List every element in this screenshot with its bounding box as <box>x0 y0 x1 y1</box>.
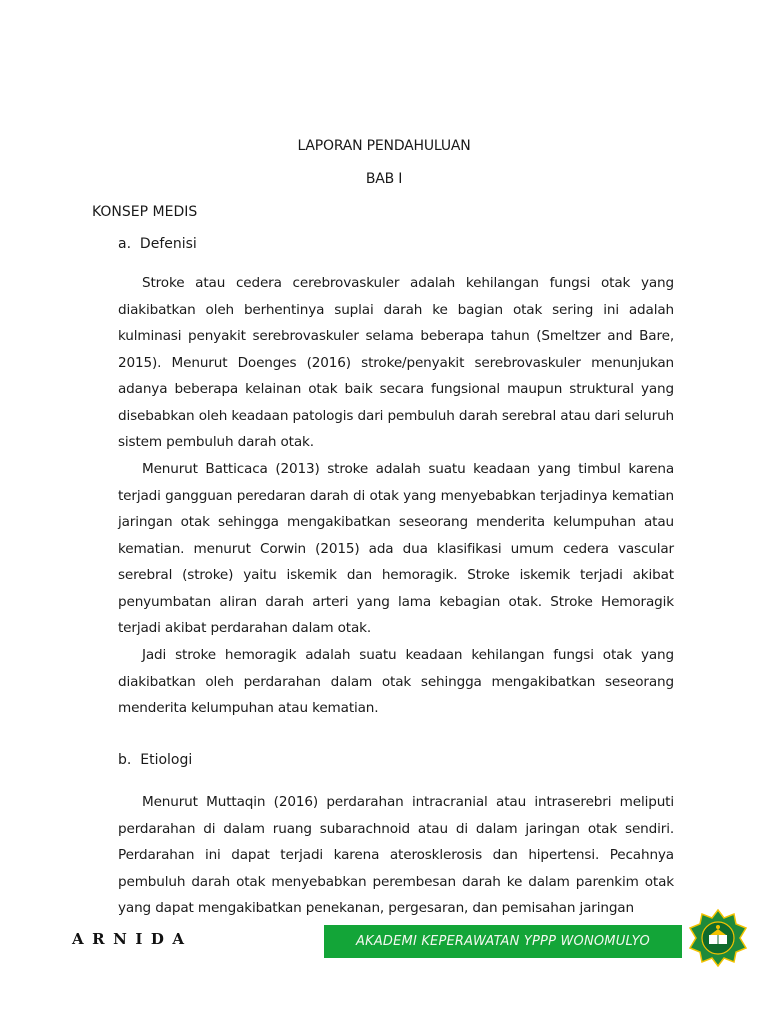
document-title: LAPORAN PENDAHULUAN <box>297 138 471 154</box>
footer-institution-band <box>324 925 682 958</box>
paragraph-etiology-1: Menurut Muttaqin (2016) perdarahan intracranial atau intraserebri meliputi perdarahan di dalam ruang subarachnoid atau di dalam jaringan otak sendiri. Perdarahan ini dapat terjadi karena aterosklerosis dan hipertensi. Pecahnya pembuluh darah otak menyebabkan perembesan darah ke dalam parenkim otak yang dapat mengakibatkan penekanan, pergesaran, dan pemisahan jaringan <box>118 794 674 916</box>
subsection-heading-a: a. Defenisi <box>118 236 197 252</box>
footer-institution-text: AKADEMI KEPERAWATAN YPPP WONOMULYO <box>356 934 650 949</box>
paragraph-definition-3: Jadi stroke hemoragik adalah suatu keadaan kehilangan fungsi otak yang diakibatkan oleh perdarahan dalam otak sehingga mengakibatkan seseorang menderita kelumpuhan atau kematian. <box>118 647 674 716</box>
section-heading: KONSEP MEDIS <box>92 204 198 220</box>
chapter-heading: BAB I <box>365 171 403 187</box>
footer-brand: ARNIDA <box>72 930 193 948</box>
paragraph-definition-1: Stroke atau cedera cerebrovaskuler adalah kehilangan fungsi otak yang diakibatkan oleh berhentinya suplai darah ke bagian otak sering ini adalah kulminasi penyakit serebrovaskuler selama beberapa tahun (Smeltzer and Bare, 2015). Menurut Doenges (2016) stroke/penyakit serebrovaskuler menunjukan adanya beberapa kelainan otak baik secara fungsional maupun struktural yang disebabkan oleh keadaan patologis dari pembuluh darah serebral atau dari seluruh sistem pembuluh darah otak. <box>118 275 674 450</box>
paragraph-definition-2: Menurut Batticaca (2013) stroke adalah suatu keadaan yang timbul karena terjadi gangguan peredaran darah di otak yang menyebabkan terjadinya kematian jaringan otak sehingga mengakibatkan seseorang menderita kelumpuhan atau kematian. menurut Corwin (2015) ada dua klasifikasi umum cedera vascular serebral (stroke) yaitu iskemik dan hemoragik. Stroke iskemik terjadi akibat penyumbatan aliran darah arteri yang lama kebagian otak. Stroke Hemoragik terjadi akibat perdarahan dalam otak. <box>118 461 674 636</box>
subsection-heading-b: b. Etiologi <box>118 752 193 768</box>
academy-emblem-icon <box>688 908 748 968</box>
